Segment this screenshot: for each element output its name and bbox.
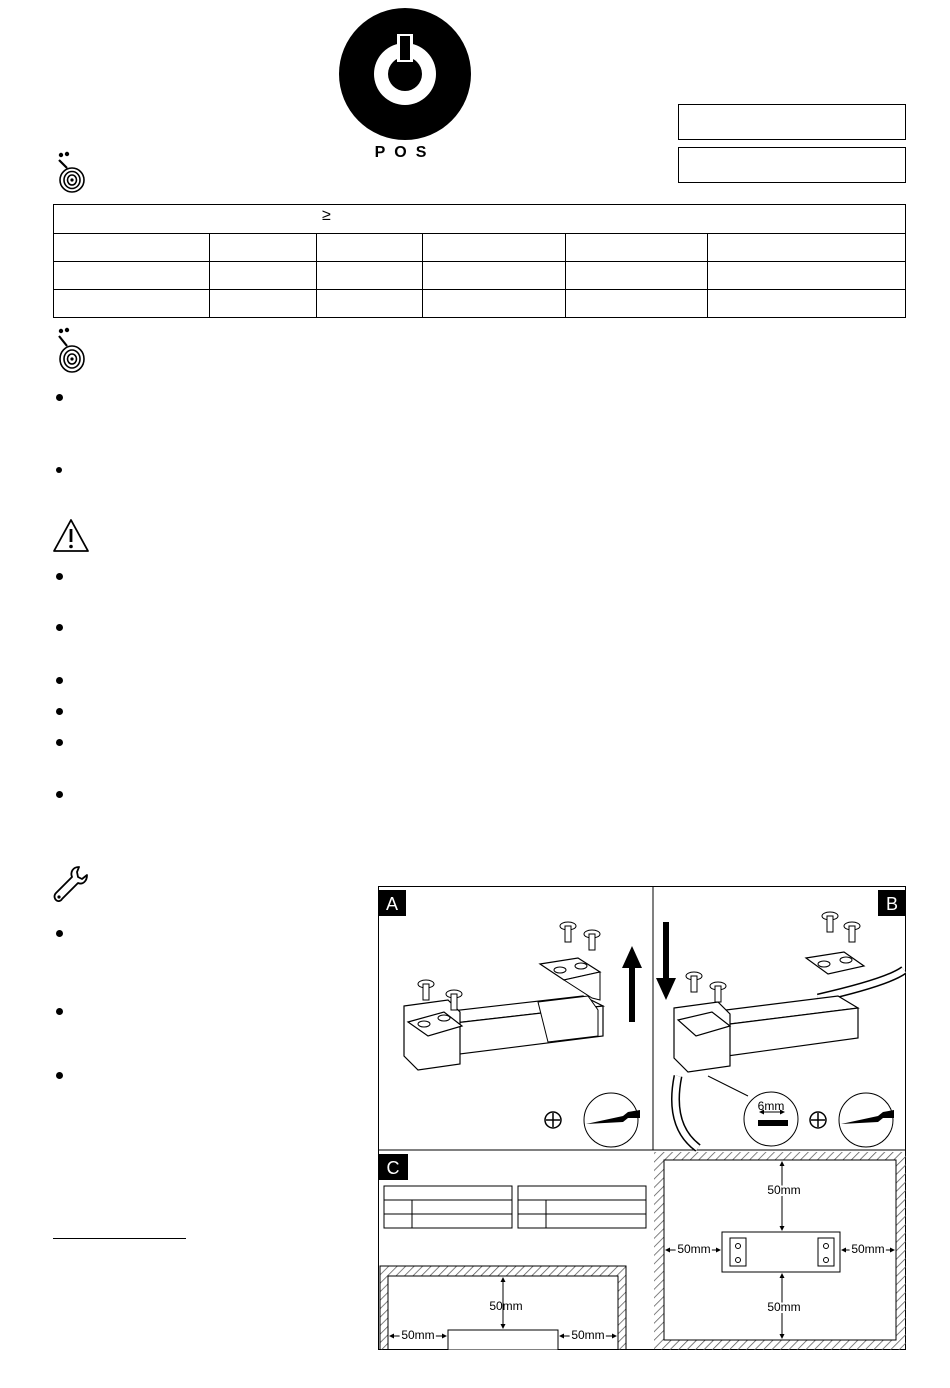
clearance-top-side: 50mm bbox=[489, 1299, 523, 1313]
clearance-right: 50mm bbox=[851, 1242, 885, 1256]
list-bullet bbox=[56, 791, 63, 798]
pos-logo bbox=[337, 6, 473, 166]
spec-table bbox=[53, 204, 906, 318]
panel-b-label: B bbox=[885, 894, 899, 914]
warning-icon bbox=[52, 518, 90, 554]
list-bullet bbox=[56, 394, 63, 401]
list-bullet bbox=[56, 739, 63, 746]
clearance-left-side: 50mm bbox=[401, 1328, 435, 1342]
panel-b bbox=[656, 890, 906, 1148]
list-bullet bbox=[56, 573, 63, 580]
panel-c bbox=[378, 1152, 906, 1350]
wrench-icon bbox=[52, 864, 88, 902]
list-bullet bbox=[56, 624, 63, 631]
spec-table-symbol: ≥ bbox=[322, 207, 331, 224]
installation-figure bbox=[378, 886, 906, 1350]
reference-box-1 bbox=[678, 104, 906, 140]
reference-box-2 bbox=[678, 147, 906, 183]
logo-text: POS bbox=[374, 144, 436, 161]
strip-length-label: 6mm bbox=[757, 1099, 785, 1113]
panel-c-label: C bbox=[386, 1158, 400, 1178]
list-bullet bbox=[56, 467, 62, 473]
panel-a bbox=[378, 890, 642, 1147]
info-fingerprint-icon bbox=[53, 150, 87, 194]
clearance-bottom: 50mm bbox=[767, 1300, 801, 1314]
panel-a-label: A bbox=[385, 894, 399, 914]
list-bullet bbox=[56, 1008, 63, 1015]
list-bullet bbox=[56, 930, 63, 937]
clearance-right-side: 50mm bbox=[571, 1328, 605, 1342]
info-fingerprint-icon bbox=[53, 326, 87, 374]
clearance-left: 50mm bbox=[677, 1242, 711, 1256]
list-bullet bbox=[56, 708, 63, 715]
clearance-top: 50mm bbox=[767, 1183, 801, 1197]
list-bullet bbox=[56, 1072, 63, 1079]
list-bullet bbox=[56, 677, 63, 684]
reference-rule bbox=[53, 1238, 186, 1239]
